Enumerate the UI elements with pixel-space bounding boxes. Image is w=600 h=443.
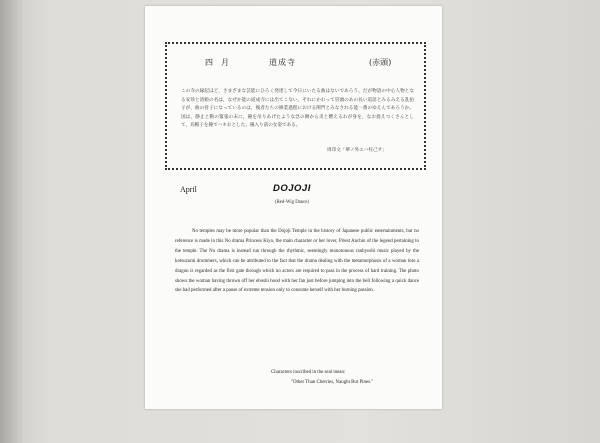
english-title: DOJOJI <box>273 183 311 194</box>
english-subtitle: (Red-Wig Dance) <box>275 200 310 205</box>
english-body <box>175 227 419 296</box>
english-month: April <box>180 185 197 194</box>
seal-note <box>271 368 373 387</box>
english-paragraph: No temples may be more popular than the Dojoji Temple in the history of Japanese public entertainments, but no reference is made in this No drama Princess Kiyo, the main character or her lover, Priest Anchin of the legend pertaining to the temple. The No drama is instead run through the rhythmic, seemingly monotonous ranbyoshi music played by the kotsuzumi drummers, which can be attributed to the fact that the drama dealing with the metamorphosis of a woman into a dragon is regarded as the first gate through which no actors are required to pass in the process of hard training. The photo shows the woman having thrown off her eboshi hood with her fan just before jumping into the bell following a quick dance she had performed after a pause of extreme tension only to consume herself with her burning passion. <box>175 229 419 294</box>
seal-note-line-1: Characters inscribed in the seal mean: <box>271 370 346 375</box>
japanese-month: 四 月 <box>205 58 229 67</box>
seal-note-line-2: "Other Than Cherries, Naught But Pines." <box>291 379 374 385</box>
japanese-title: 道成寺 <box>269 58 296 67</box>
japanese-body: この寺の縁起ほど，さまざまな芸能にひろく発達して今日にいたる曲はないであろう。だが物語の中心人物となる安珍と清姫の名は，なぜか能の道成寺には出てこない。それにかわって冒頭のあの長い道語とみるみえる乱拍子が，曲の骨子になっているのは，後者たちの修業過程における関門とみなされる能一番のゆえんであろうか。国は，静止と動の緊張の末に，鐘を吊りあげたような急の舞から炎と燃えるわが身を，なお捉えつくさんとして，烏帽子を鐘でハキおとした。鐘入り前の女姿である。 <box>181 89 414 129</box>
board-edge <box>0 0 22 443</box>
paper-sheet <box>145 6 442 409</box>
japanese-text-frame <box>165 42 426 170</box>
japanese-credit: 周印文「華ノ外エハ枉己ヲ」 <box>327 148 387 153</box>
japanese-subtitle: (赤頭) <box>369 58 392 67</box>
